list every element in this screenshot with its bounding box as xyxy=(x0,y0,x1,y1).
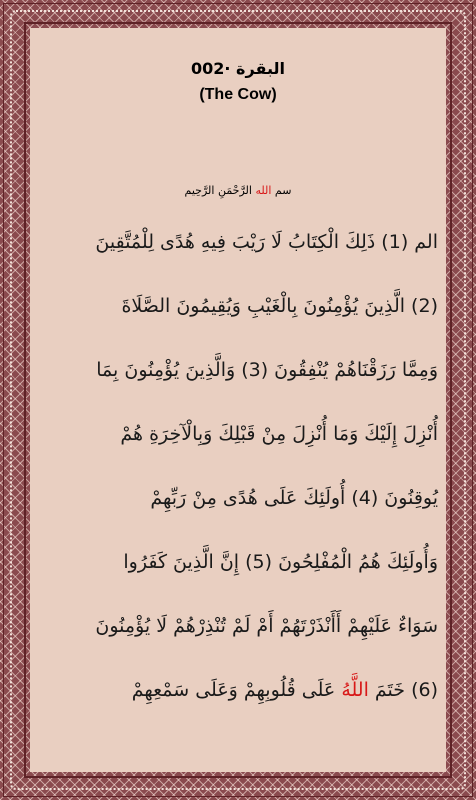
basmala-part2: الرَّحْمَنِ الرَّحِيم xyxy=(184,184,252,197)
basmala-allah: الله xyxy=(255,184,272,197)
surah-title-arabic: البقرة ·002 xyxy=(191,59,285,78)
verse-line: الم (1) ذَلِكَ الْكِتَابُ لَا رَيْبَ فِيهِ هُدًى لِلْمُتَّقِينَ xyxy=(95,231,438,253)
verse-line: وَمِمَّا رَزَقْنَاهُمْ يُنْفِقُونَ (3) وَالَّذِينَ يُؤْمِنُونَ بِمَا xyxy=(96,359,438,381)
verse-line: أُنْزِلَ إِلَيْكَ وَمَا أُنْزِلَ مِنْ قَبْلِكَ وَبِالْآخِرَةِ هُمْ xyxy=(120,423,438,445)
quran-page[interactable] xyxy=(30,28,446,772)
basmala xyxy=(30,184,446,197)
surah-header xyxy=(30,58,446,106)
verse-line: يُوقِنُونَ (4) أُولَئِكَ عَلَى هُدًى مِنْ رَبِّهِمْ xyxy=(150,487,438,509)
verse-line: (2) الَّذِينَ يُؤْمِنُونَ بِالْغَيْبِ وَيُقِيمُونَ الصَّلَاةَ xyxy=(121,295,438,317)
verses-text xyxy=(30,225,446,737)
verse-line-last xyxy=(38,673,438,737)
verse-allah: اللَّهُ xyxy=(341,679,369,701)
verse-text-after: عَلَى قُلُوبِهِمْ وَعَلَى سَمْعِهِمْ xyxy=(131,679,336,701)
surah-title-english: (The Cow) xyxy=(199,86,277,103)
basmala-part1: سم xyxy=(274,184,292,197)
verse-line: وَأُولَئِكَ هُمُ الْمُفْلِحُونَ (5) إِنَّ الَّذِينَ كَفَرُوا xyxy=(123,551,438,573)
verse-line: سَوَاءٌ عَلَيْهِمْ أَأَنْذَرْتَهُمْ أَمْ لَمْ تُنْذِرْهُمْ لَا يُؤْمِنُونَ xyxy=(95,615,438,637)
verse-text-before: (6) خَتَمَ xyxy=(374,679,438,701)
